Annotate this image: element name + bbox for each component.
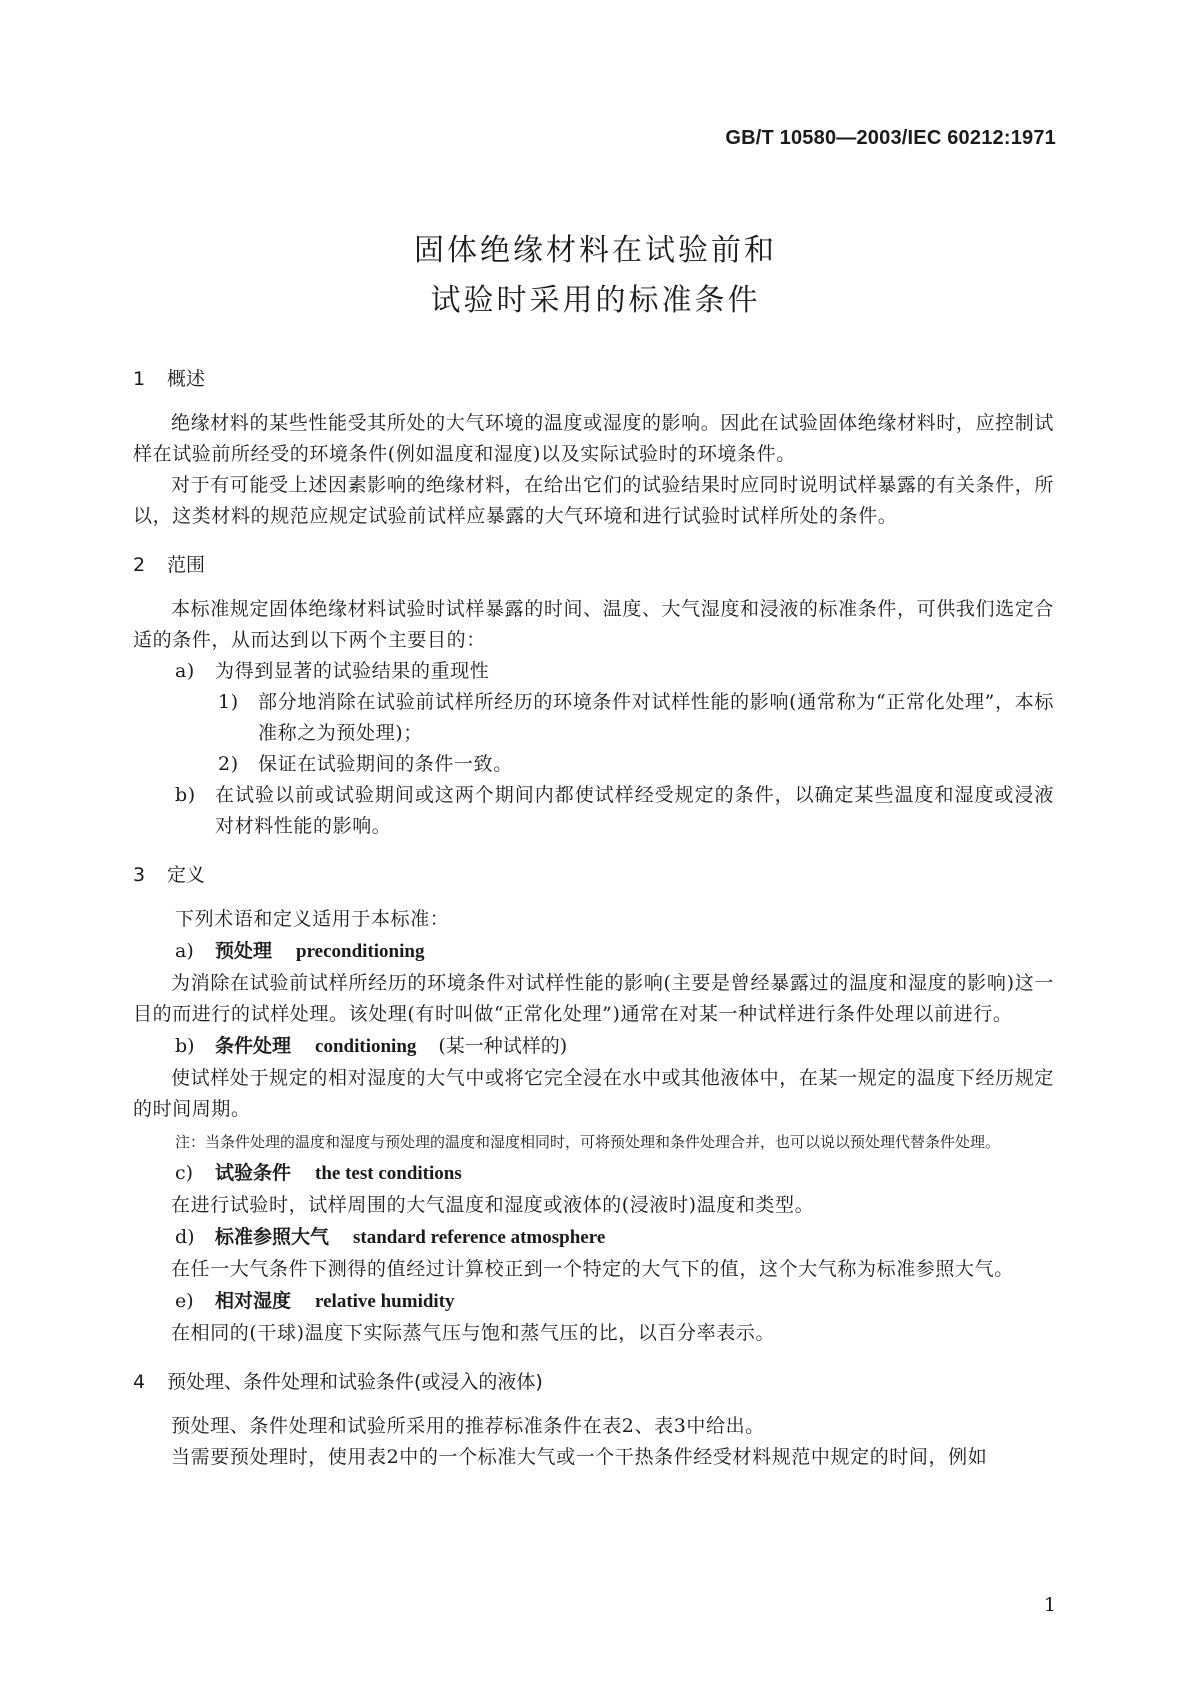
title-line-1: 固体绝缘材料在试验前和 [414,233,777,268]
term-definition: 在相同的(干球)温度下实际蒸气压与饱和蒸气压的比，以百分率表示。 [171,1322,776,1344]
section-number: 1 [133,368,146,390]
term-en: preconditioning [296,941,425,962]
list-marker: 1) [218,691,239,713]
term-marker: a) [175,940,194,962]
paragraph: 预处理、条件处理和试验所采用的推荐标准条件在表2、表3中给出。 [171,1415,765,1437]
section-4-heading [133,1367,1054,1397]
section-title: 预处理、条件处理和试验条件(或浸入的液体) [167,1371,543,1393]
paragraph: 下列术语和定义适用于本标准： [175,908,450,930]
list-item [133,656,1054,687]
term-entry [175,935,1054,968]
document-title [0,226,1191,326]
term-zh: 条件处理 [215,1035,292,1057]
list-item [133,687,1054,749]
term-zh: 试验条件 [215,1162,292,1184]
section-number: 4 [133,1371,146,1393]
section-title: 定义 [167,864,206,886]
term-zh: 相对湿度 [215,1290,292,1312]
note: 注：当条件处理的温度和湿度与预处理的温度和湿度相同时，可将预处理和条件处理合并，也可以说以预处理代替条件处理。 [175,1133,1001,1151]
term-en: relative humidity [315,1291,455,1312]
paragraph: 当需要预处理时，使用表2中的一个标准大气或一个干热条件经受材料规范中规定的时间，例如 [171,1446,988,1468]
term-qualifier: (某一种试样的) [438,1035,568,1057]
paragraph: 绝缘材料的某些性能受其所处的大气环境的温度或湿度的影响。因此在试验固体绝缘材料时，应控制试样在试验前所经受的环境条件(例如温度和湿度)以及实际试验时的环境条件。 [133,412,1054,465]
term-entry [175,1157,1054,1190]
list-marker: a) [175,660,195,682]
page-number: 1 [1043,1594,1056,1616]
document-body [133,364,1054,1473]
standard-number: GB/T 10580—2003/IEC 60212:1971 [725,127,1056,149]
term-marker: d) [175,1226,195,1248]
term-marker: e) [175,1290,194,1312]
term-zh: 预处理 [215,940,273,962]
list-text: 为得到显著的试验结果的重现性 [215,660,490,682]
section-title: 范围 [167,554,206,576]
list-text: 保证在试验期间的条件一致。 [258,753,513,775]
section-title: 概述 [167,368,206,390]
section-number: 2 [133,554,146,576]
list-text: 部分地消除在试验前试样所经历的环境条件对试样性能的影响(通常称为“正常化处理”，本标准称之为预处理)； [258,691,1054,744]
term-definition: 在进行试验时，试样周围的大气温度和湿度或液体的(浸液时)温度和类型。 [171,1194,815,1216]
list-marker: 2) [218,753,239,775]
term-entry [175,1221,1054,1254]
paragraph: 对于有可能受上述因素影响的绝缘材料，在给出它们的试验结果时应同时说明试样暴露的有关条件，所以，这类材料的规范应规定试验前试样应暴露的大气环境和进行试验时试样所处的条件。 [133,474,1054,527]
title-line-2: 试验时采用的标准条件 [430,283,761,318]
list-text: 在试验以前或试验期间或这两个期间内都使试样经受规定的条件，以确定某些温度和湿度或浸液对材料性能的影响。 [215,784,1054,837]
term-entry [175,1285,1054,1318]
term-en: standard reference atmosphere [353,1227,606,1248]
list-marker: b) [175,784,196,806]
section-2-heading [133,550,1054,580]
paragraph: 本标准规定固体绝缘材料试验时试样暴露的时间、温度、大气湿度和浸液的标准条件，可供我们选定合适的条件，从而达到以下两个主要目的： [133,598,1054,651]
section-1-heading [133,364,1054,394]
term-en: conditioning [315,1036,417,1057]
term-definition: 为消除在试验前试样所经历的环境条件对试样性能的影响(主要是曾经暴露过的温度和湿度的影响)这一目的而进行的试样处理。该处理(有时叫做“正常化处理”)通常在对某一种试样进行条件处理以前进行。 [133,972,1054,1025]
term-entry [175,1030,1054,1063]
list-item [133,780,1054,842]
term-en: the test conditions [315,1163,462,1184]
term-marker: b) [175,1035,195,1057]
section-3-heading [133,860,1054,890]
term-definition: 使试样处于规定的相对湿度的大气中或将它完全浸在水中或其他液体中，在某一规定的温度下经历规定的时间周期。 [133,1067,1054,1120]
term-marker: c) [175,1162,194,1184]
list-item [133,749,1054,780]
term-definition: 在任一大气条件下测得的值经过计算校正到一个特定的大气下的值，这个大气称为标准参照大气。 [171,1258,1014,1280]
section-number: 3 [133,864,146,886]
term-zh: 标准参照大气 [215,1226,330,1248]
